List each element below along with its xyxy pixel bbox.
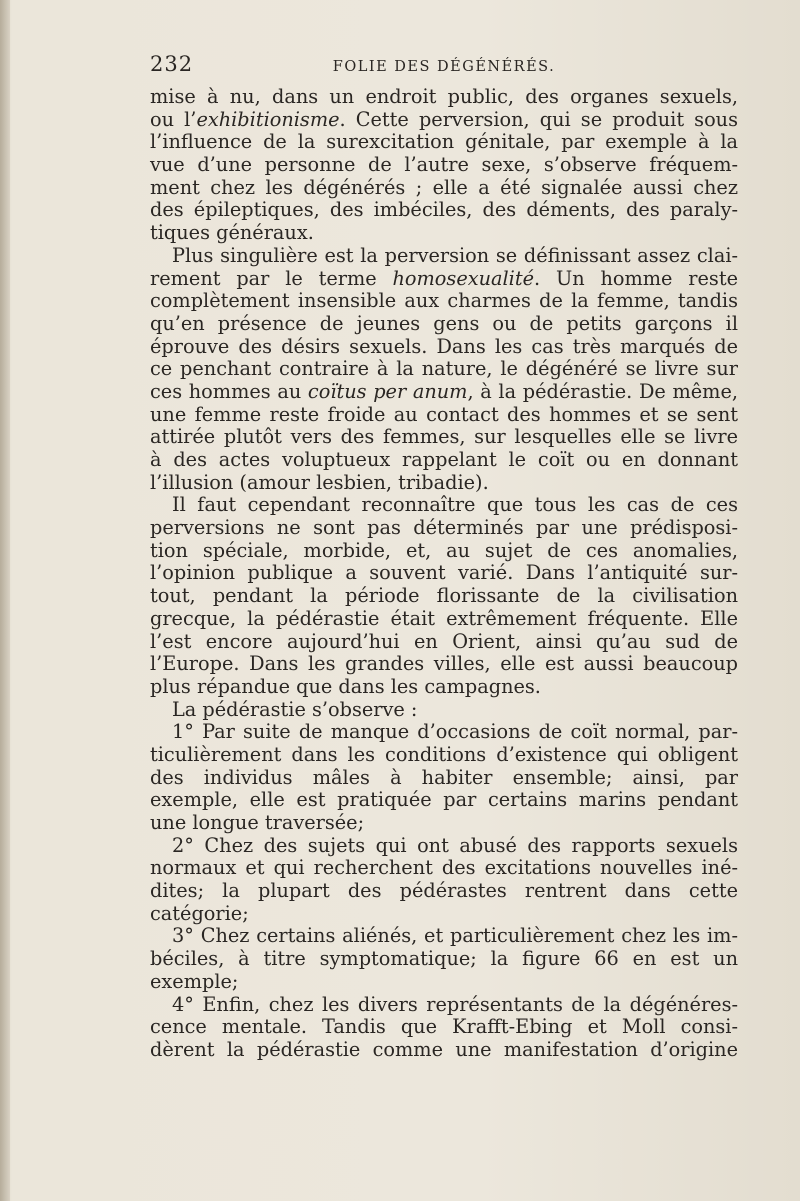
text-line: 2° Chez des sujets qui ont abusé des rapports sexuels bbox=[172, 833, 738, 857]
text-line: 1° Par suite de manque d’occasions de coït normal, par- bbox=[172, 720, 738, 744]
text-line: une longue traversée; bbox=[150, 811, 365, 834]
text-line: mise à nu, dans un endroit public, des organes sexuels, bbox=[150, 85, 738, 108]
text-line: des individus mâles à habiter ensemble; ainsi, par bbox=[150, 765, 738, 789]
text-line: vue d’une personne de l’autre sexe, s’observe fréquem- bbox=[150, 153, 738, 177]
text-line: complètement insensible aux charmes de la femme, tandis bbox=[150, 289, 738, 313]
text-line: l’est encore aujourd’hui en Orient, ainsi qu’au sud de bbox=[150, 629, 738, 653]
text-line: l’opinion publique a souvent varié. Dans l’antiquité sur- bbox=[150, 561, 738, 585]
text-line: dèrent la pédérastie comme une manifestation d’origine bbox=[150, 1037, 738, 1061]
page-number: 232 bbox=[150, 52, 194, 76]
text-line: ment chez les dégénérés ; elle a été signalée aussi chez bbox=[150, 175, 738, 199]
text-line: éprouve des désirs sexuels. Dans les cas très marqués de bbox=[150, 334, 738, 358]
text-line: ce penchant contraire à la nature, le dégénéré se livre sur bbox=[150, 357, 738, 381]
text-line: attirée plutôt vers des femmes, sur lesquelles elle se livre bbox=[150, 425, 738, 449]
page-header bbox=[150, 50, 738, 80]
text-line: Il faut cependant reconnaître que tous les cas de ces bbox=[172, 493, 738, 517]
text-line: La pédérastie s’observe : bbox=[172, 697, 418, 721]
body-text bbox=[150, 86, 738, 1062]
text-line: Plus singulière est la perversion se définissant assez clai- bbox=[172, 243, 738, 267]
text-line: béciles, à titre symptomatique; la figure 66 en est un bbox=[150, 947, 738, 971]
text-line: plus répandue que dans les campagnes. bbox=[150, 674, 541, 698]
text-line: tiques généraux. bbox=[150, 221, 314, 245]
text-line: 3° Chez certains aliénés, et particulièrement chez les im- bbox=[172, 924, 738, 948]
text-line: catégorie; bbox=[150, 901, 249, 925]
text-line: ces hommes au coïtus per anum, à la pédérastie. De même, bbox=[150, 379, 738, 403]
text-line: tout, pendant la période florissante de la civilisation bbox=[150, 584, 738, 608]
text-line: rement par le terme homosexualité. Un homme reste bbox=[150, 266, 738, 290]
text-line: normaux et qui recherchent des excitations nouvelles iné- bbox=[150, 856, 738, 880]
text-line: ou l’exhibitionisme. Cette perversion, qui se produit sous bbox=[150, 107, 738, 131]
text-line: l’Europe. Dans les grandes villes, elle est aussi beaucoup bbox=[150, 652, 738, 676]
text-line: dites; la plupart des pédérastes rentrent dans cette bbox=[150, 879, 738, 903]
text-line: cence mentale. Tandis que Krafft-Ebing et Moll consi- bbox=[150, 1015, 738, 1039]
text-line: perversions ne sont pas déterminés par une prédisposi- bbox=[150, 516, 738, 540]
text-line: grecque, la pédérastie était extrêmement fréquente. Elle bbox=[150, 606, 738, 630]
text-line: une femme reste froide au contact des hommes et se sent bbox=[150, 402, 738, 426]
text-line: tion spéciale, morbide, et, au sujet de ces anomalies, bbox=[150, 538, 738, 562]
text-line: exemple, elle est pratiquée par certains marins pendant bbox=[150, 788, 738, 812]
running-title: FOLIE DES DÉGÉNÉRÉS. bbox=[332, 59, 556, 75]
binding-gutter bbox=[0, 0, 10, 1201]
text-line: des épileptiques, des imbéciles, des déments, des paraly- bbox=[150, 198, 738, 222]
text-line: 4° Enfin, chez les divers représentants de la dégénéres- bbox=[172, 992, 738, 1016]
text-line: l’illusion (amour lesbien, tribadie). bbox=[150, 470, 489, 494]
text-line: qu’en présence de jeunes gens ou de petits garçons il bbox=[150, 311, 738, 335]
text-line: l’influence de la surexcitation génitale, par exemple à la bbox=[150, 130, 738, 154]
text-line: ticulièrement dans les conditions d’existence qui obligent bbox=[150, 742, 738, 766]
text-line: à des actes voluptueux rappelant le coït ou en donnant bbox=[150, 448, 738, 471]
text-line: exemple; bbox=[150, 969, 239, 993]
